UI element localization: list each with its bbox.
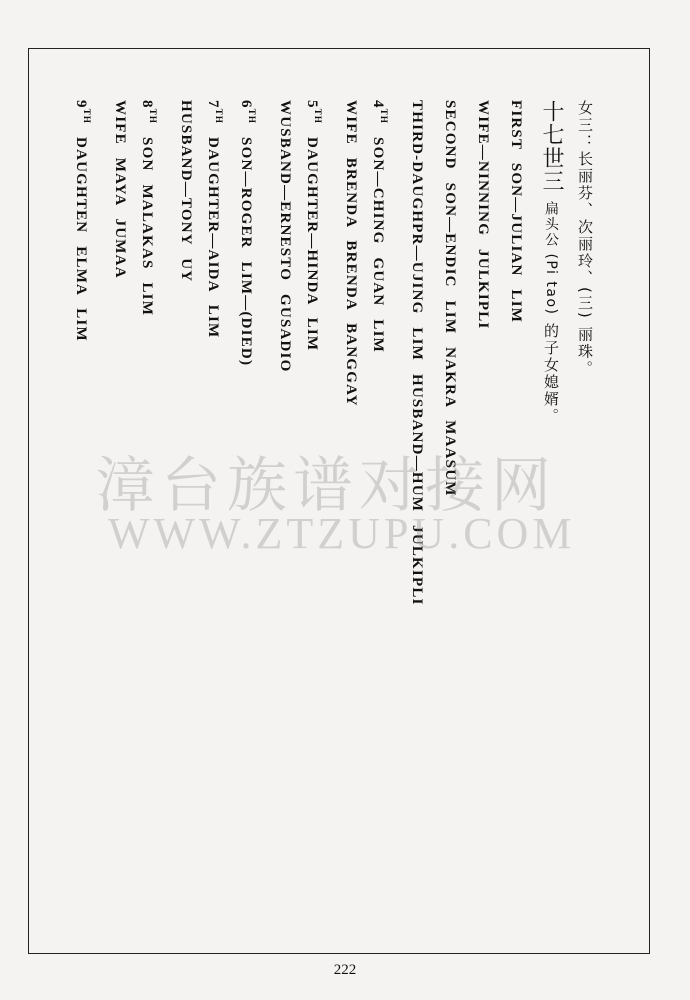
generation-title: 十七世三 <box>539 100 564 193</box>
line-5: SECOND SON—ENDIC LIM NAKRA MAASUM <box>442 100 458 497</box>
ordinal-number: 7 <box>205 100 221 109</box>
watermark-url: WWW.ZTZUPU.COM <box>108 509 576 558</box>
line-12 <box>205 100 232 338</box>
line-1: 女三：长丽芬、次丽玲、(三) 丽珠。 <box>576 100 594 378</box>
watermark-chinese: 漳台族谱对接网 <box>95 451 557 521</box>
line-16 <box>73 100 100 342</box>
ordinal-number: 6 <box>238 100 254 109</box>
line-text: SON MALAKAS LIM <box>139 124 155 317</box>
line-14 <box>139 100 166 316</box>
line-text: DAUGHTEN ELMA LIM <box>73 124 89 342</box>
line-15: WIFE MAYA JUMAA <box>112 100 128 279</box>
ordinal-suffix: TH <box>313 108 323 125</box>
ordinal-suffix: TH <box>82 108 92 125</box>
generation-heading <box>535 100 565 425</box>
line-13: HUSBAND—TONY UY <box>178 100 194 283</box>
line-text: DAUGHTER—AIDA LIM <box>205 124 221 339</box>
ordinal-number: 8 <box>139 100 155 109</box>
ordinal-suffix: TH <box>247 108 257 125</box>
line-9 <box>304 100 331 351</box>
page-number: 222 <box>333 962 357 978</box>
line-8: WIFE BRENDA BRENDA BANGGAY <box>343 100 359 407</box>
ordinal-number: 5 <box>304 100 320 109</box>
ancestor-name: 扁头公 (Pi tao) <box>543 200 559 316</box>
ordinal-suffix: TH <box>214 108 224 125</box>
line-10: WUSBAND—ERNESTO GUSADIO <box>277 100 293 373</box>
heading-tail: 的子女媳婿。 <box>542 323 560 426</box>
ordinal-suffix: TH <box>148 108 158 125</box>
line-text: SON—CHING GUAN LIM <box>370 124 386 354</box>
line-text: SON—ROGER LIM—(DIED) <box>238 124 254 367</box>
ordinal-number: 4 <box>370 100 386 109</box>
line-6: THIRD-DAUGHPR—UJING LIM HUSBAND—HUM JULKIPLI <box>409 100 425 606</box>
ordinal-number: 9 <box>73 100 89 109</box>
line-7 <box>370 100 397 353</box>
line-11 <box>238 100 265 366</box>
line-4: WIFE—NINNING JULKIPLI <box>475 100 491 330</box>
line-3: FIRST SON—JULIAN LIM <box>508 100 524 324</box>
ordinal-suffix: TH <box>379 108 389 125</box>
line-text: DAUGHTER—HINDA LIM <box>304 124 320 352</box>
